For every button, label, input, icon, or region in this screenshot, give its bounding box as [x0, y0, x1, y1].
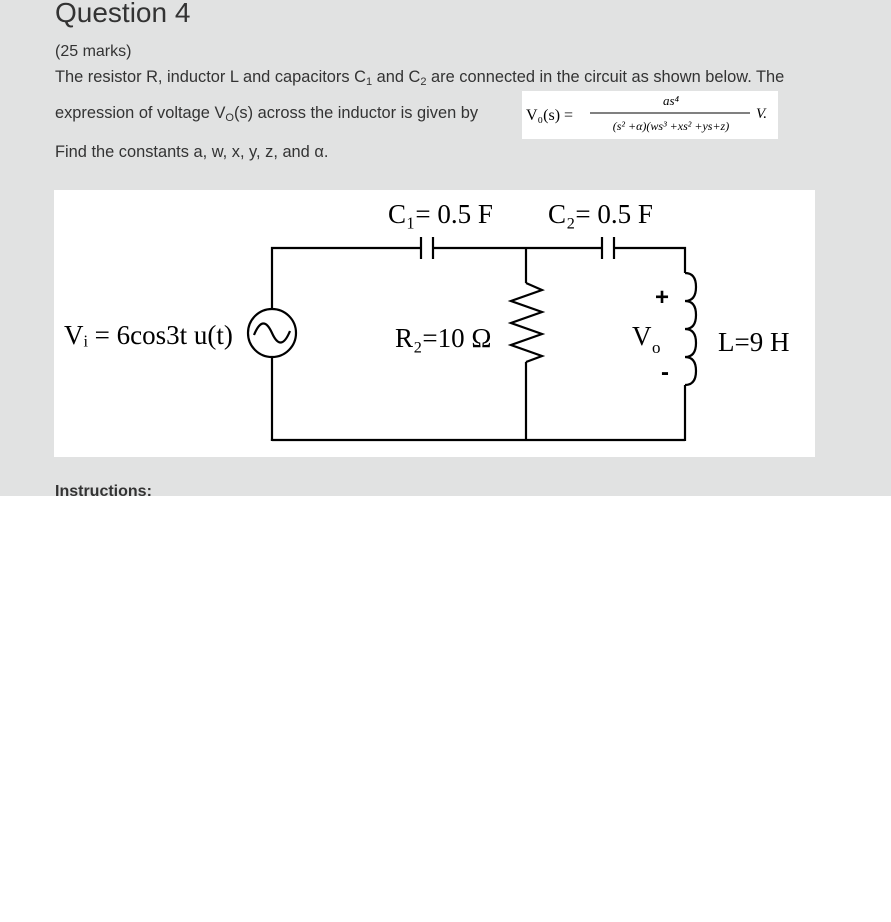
polarity-minus: -	[661, 359, 669, 386]
formula-lhs: V₀(s) =	[526, 107, 574, 124]
formula-numerator: as⁴	[662, 93, 680, 108]
text-segment: The resistor R, inductor L and capacitors C	[55, 68, 366, 86]
question-text-line-1	[55, 68, 784, 88]
instructions-heading: Instructions:	[55, 483, 152, 496]
c2-label: C₂= 0.5 F	[548, 199, 653, 229]
formula-denominator: (s² +α)(ws³ +xs² +ys+z)	[612, 119, 730, 133]
question-title: Question 4	[55, 0, 191, 28]
inductor-coil	[685, 273, 696, 385]
wire-bottom	[272, 440, 685, 441]
wire-top-right	[615, 248, 685, 273]
text-segment: expression of voltage V	[55, 104, 226, 122]
source-label: Vᵢ = 6cos3t u(t)	[64, 320, 233, 350]
subscript: O	[225, 112, 234, 124]
resistor-label: R₂=10 Ω	[395, 323, 492, 353]
formula-unit: V.	[756, 106, 767, 122]
text-segment: are connected in the circuit as shown below. The	[426, 68, 785, 86]
circuit-svg	[54, 190, 815, 457]
c1-label: C₁= 0.5 F	[388, 199, 493, 229]
formula-box	[522, 91, 778, 139]
text-segment: and C	[372, 68, 421, 86]
circuit-diagram	[54, 190, 815, 457]
resistor-zigzag	[511, 283, 542, 362]
formula-svg	[522, 91, 778, 139]
question-marks: (25 marks)	[55, 43, 132, 60]
vo-label: V	[632, 321, 652, 351]
inductor-label: L=9 H	[718, 327, 790, 357]
question-text-line-3: Find the constants a, w, x, y, z, and α.	[55, 143, 329, 161]
text-segment: (s) across the inductor is given by	[233, 104, 479, 122]
polarity-plus: +	[655, 284, 670, 311]
subscript: 2	[420, 76, 427, 88]
question-text-line-2	[55, 104, 478, 124]
subscript: 1	[365, 76, 373, 88]
vo-subscript: o	[652, 338, 661, 357]
